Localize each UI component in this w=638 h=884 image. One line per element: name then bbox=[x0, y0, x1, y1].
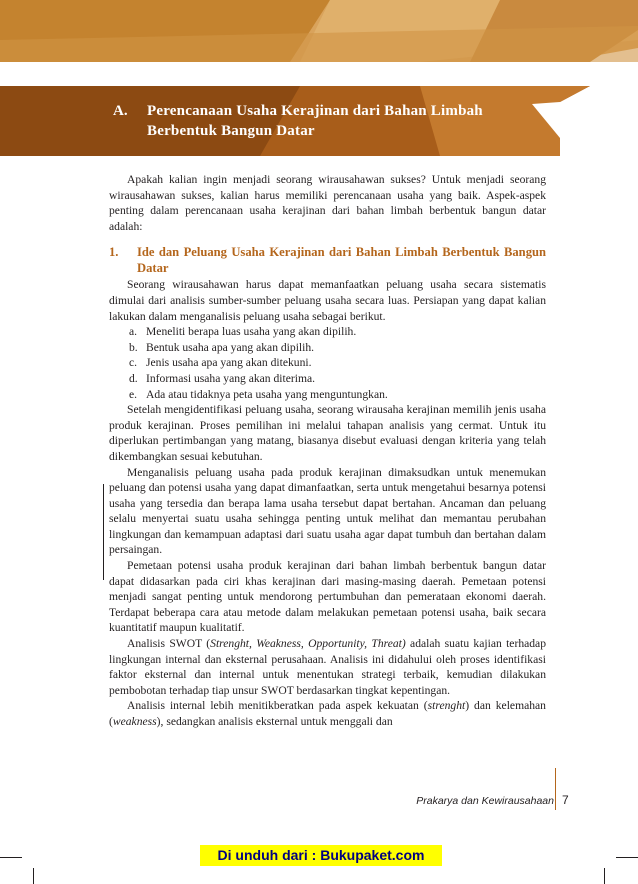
subsection-number: 1. bbox=[109, 245, 119, 260]
paragraph-2: Setelah mengidentifikasi peluang usaha, seorang wirausaha kerajinan memilih jenis usaha produk kerajinan. Proses pemilihan ini melalui tahapan analisis yang cermat. Untuk itu diperlukan pertimbangan yang matang, biasanya disebut evaluasi dengan kriteria yang telah dikembangkan sesuai kebutuhan. bbox=[109, 403, 546, 463]
section-letter: A. bbox=[113, 103, 128, 119]
body-text bbox=[109, 172, 546, 730]
margin-bar bbox=[103, 484, 104, 580]
intro-paragraph: Apakah kalian ingin menjadi seorang wirausahawan sukses? Untuk menjadi seorang wirausahawan sukses, kalian harus memiliki perencanaan usaha yang baik. Aspek-aspek penting dalam perencanaan usaha kerajinan dari bahan limbah berbentuk bangun datar adalah: bbox=[109, 173, 546, 233]
page-number: 7 bbox=[562, 793, 569, 807]
paragraph-3: Menganalisis peluang usaha pada produk kerajinan dimaksudkan untuk menemukan peluang dan potensi usaha yang dapat dimanfaatkan, serta untuk mengetahui besarnya potensi usaha yang tersedia dan berapa lama usaha tersebut dapat bertahan. Ancaman dan peluang selalu menyertai suatu usaha sehingga penting untuk melihat dan memantau perubahan lingkungan dan kemampuan adaptasi dari suatu usaha agar dapat tumbuh dan bertahan dalam persaingan. bbox=[109, 465, 546, 557]
paragraph-1: Seorang wirausahawan harus dapat memanfaatkan peluang usaha secara sistematis dimulai dari analisis sumber-sumber peluang usaha secara luas. Persiapan yang dapat kalian lakukan dalam menganalisis peluang usaha sebagai berikut. bbox=[109, 278, 546, 323]
analysis-list bbox=[109, 324, 546, 402]
list-item: c. Jenis usaha apa yang akan ditekuni. bbox=[129, 356, 312, 370]
section-title: Perencanaan Usaha Kerajinan dari Bahan Limbah Berbentuk Bangun Datar bbox=[147, 103, 483, 139]
crop-mark bbox=[33, 868, 34, 884]
download-banner[interactable]: Di unduh dari : Bukupaket.com bbox=[200, 845, 442, 866]
subsection-title: Ide dan Peluang Usaha Kerajinan dari Bahan Limbah Berbentuk Bangun Datar bbox=[137, 245, 546, 276]
list-item: e. Ada atau tidaknya peta usaha yang menguntungkan. bbox=[129, 387, 388, 401]
footer-rule bbox=[555, 768, 556, 810]
section-heading bbox=[113, 101, 533, 141]
list-item: d. Informasi usaha yang akan diterima. bbox=[129, 371, 316, 385]
header-decoration bbox=[0, 0, 638, 62]
crop-mark bbox=[604, 868, 605, 884]
list-item: a. Meneliti berapa luas usaha yang akan dipilih. bbox=[129, 325, 357, 339]
crop-mark bbox=[616, 857, 638, 858]
list-item: b. Bentuk usaha apa yang akan dipilih. bbox=[129, 340, 315, 354]
paragraph-5: Analisis SWOT (Strenght, Weakness, Opportunity, Threat) adalah suatu kajian terhadap lingkungan internal dan eksternal perusahaan. Analisis ini didahului oleh proses identifikasi faktor eksternal dan internal untuk menentukan strategi terbaik, kemudian dilakukan pembobotan terhadap tiap unsur SWOT berdasarkan tingkat kepentingan. bbox=[109, 637, 546, 697]
crop-mark bbox=[0, 857, 22, 858]
subsection-heading bbox=[109, 244, 546, 276]
footer-book-title: Prakarya dan Kewirausahaan bbox=[416, 795, 554, 807]
paragraph-4: Pemetaan potensi usaha produk kerajinan dari bahan limbah berbentuk bangun datar dapat didasarkan pada ciri khas kerajinan dari masing-masing daerah. Pemetaan potensi menjadi sangat penting untuk mendorong pertumbuhan dan pemerataan ekonomi daerah. Terdapat beberapa cara atau metode dalam melakukan pemetaan potensi usaha, baik secara kuantitatif maupun kualitatif. bbox=[109, 559, 546, 635]
paragraph-6: Analisis internal lebih menitikberatkan pada aspek kekuatan (strenght) dan kelemahan (weakness), sedangkan analisis eksternal untuk menggali dan bbox=[109, 699, 546, 728]
